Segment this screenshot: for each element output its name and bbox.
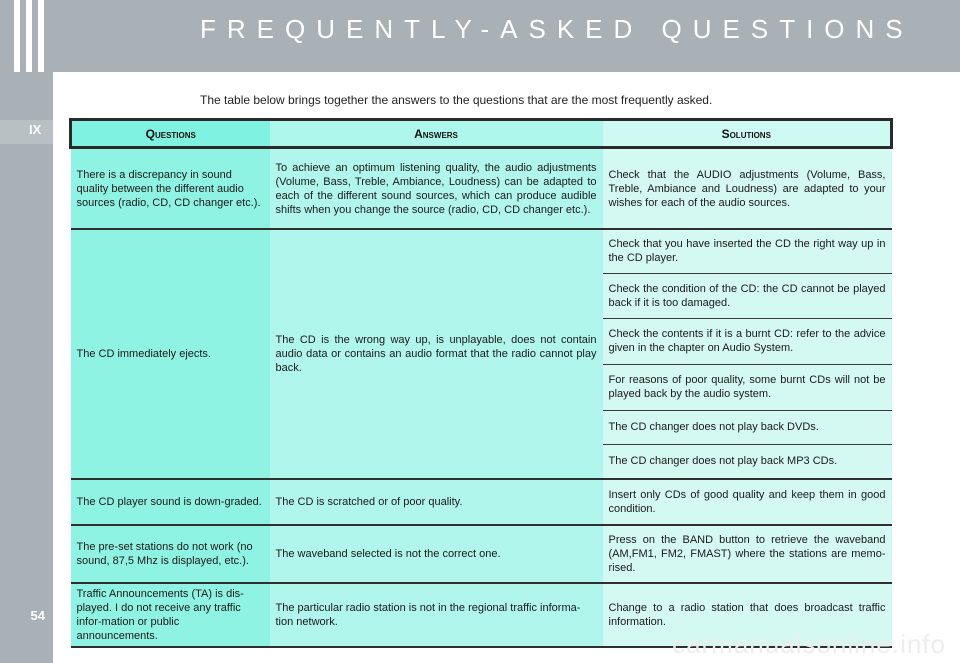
solution-cell: Check the condition of the CD: the CD cannot be played back if it is too damaged. bbox=[603, 273, 892, 318]
chapter-tab bbox=[0, 120, 53, 144]
table-header-row bbox=[71, 120, 892, 148]
table-row bbox=[71, 229, 892, 273]
page-title: FREQUENTLY-ASKED QUESTIONS bbox=[200, 14, 914, 44]
faq-table bbox=[69, 118, 893, 648]
solution-cell: The CD changer does not play back MP3 CDs. bbox=[603, 444, 892, 479]
header-answers: Answers bbox=[270, 120, 603, 148]
question-cell: There is a discrepancy in sound quality between the different audio sources (radio, CD, CD changer etc.). bbox=[71, 148, 270, 230]
solution-cell: Check that you have inserted the CD the right way up in the CD player. bbox=[603, 229, 892, 273]
solution-cell: The CD changer does not play back DVDs. bbox=[603, 410, 892, 444]
question-cell: Traffic Announcements (TA) is dis-played. I do not receive any traffic infor-mation or public announcements. bbox=[71, 583, 270, 647]
answer-cell: The waveband selected is not the correct one. bbox=[270, 525, 603, 583]
header-stripe bbox=[14, 0, 20, 72]
header-questions: Questions bbox=[71, 120, 270, 148]
page-number: 54 bbox=[30, 608, 45, 623]
header-stripe bbox=[26, 0, 32, 72]
header-bar bbox=[0, 0, 960, 72]
answer-cell: To achieve an optimum listening quality, the audio adjustments (Volume, Bass, Treble, Ambiance, Loudness) can be adapted to each of the different sound sources, which can produce audible shifts when you change the source (radio, CD, CD changer etc.). bbox=[270, 148, 603, 230]
question-cell: The pre-set stations do not work (no sound, 87,5 Mhz is displayed, etc.). bbox=[71, 525, 270, 583]
watermark: carmanualsonline.info bbox=[672, 629, 946, 659]
answer-cell: The particular radio station is not in the regional traffic informa-tion network. bbox=[270, 583, 603, 647]
header-solutions: Solutions bbox=[603, 120, 892, 148]
solution-cell: Change to a radio station that does broadcast traffic information. bbox=[603, 583, 892, 647]
sidebar bbox=[0, 72, 53, 663]
question-cell: The CD player sound is down-graded. bbox=[71, 479, 270, 525]
chapter-label: IX bbox=[29, 122, 42, 137]
question-cell: The CD immediately ejects. bbox=[71, 229, 270, 479]
table-row bbox=[71, 479, 892, 525]
intro-text: The table below brings together the answers to the questions that are the most frequently asked. bbox=[200, 93, 713, 107]
solution-cell: Insert only CDs of good quality and keep them in good condition. bbox=[603, 479, 892, 525]
table-row bbox=[71, 525, 892, 583]
solution-cell: Check the contents if it is a burnt CD: refer to the advice given in the chapter on Audio System. bbox=[603, 318, 892, 364]
solution-cell: For reasons of poor quality, some burnt CDs will not be played back by the audio system. bbox=[603, 364, 892, 410]
answer-cell: The CD is scratched or of poor quality. bbox=[270, 479, 603, 525]
header-stripe bbox=[38, 0, 44, 72]
answer-cell: The CD is the wrong way up, is unplayable, does not contain audio data or contains an audio format that the radio cannot play back. bbox=[270, 229, 603, 479]
table-row bbox=[71, 148, 892, 230]
solution-cell: Press on the BAND button to retrieve the waveband (AM,FM1, FM2, FMAST) where the stations are memo-rised. bbox=[603, 525, 892, 583]
solution-cell: Check that the AUDIO adjustments (Volume, Bass, Treble, Ambiance and Loudness) are adapted to your wishes for each of the audio sources. bbox=[603, 148, 892, 230]
